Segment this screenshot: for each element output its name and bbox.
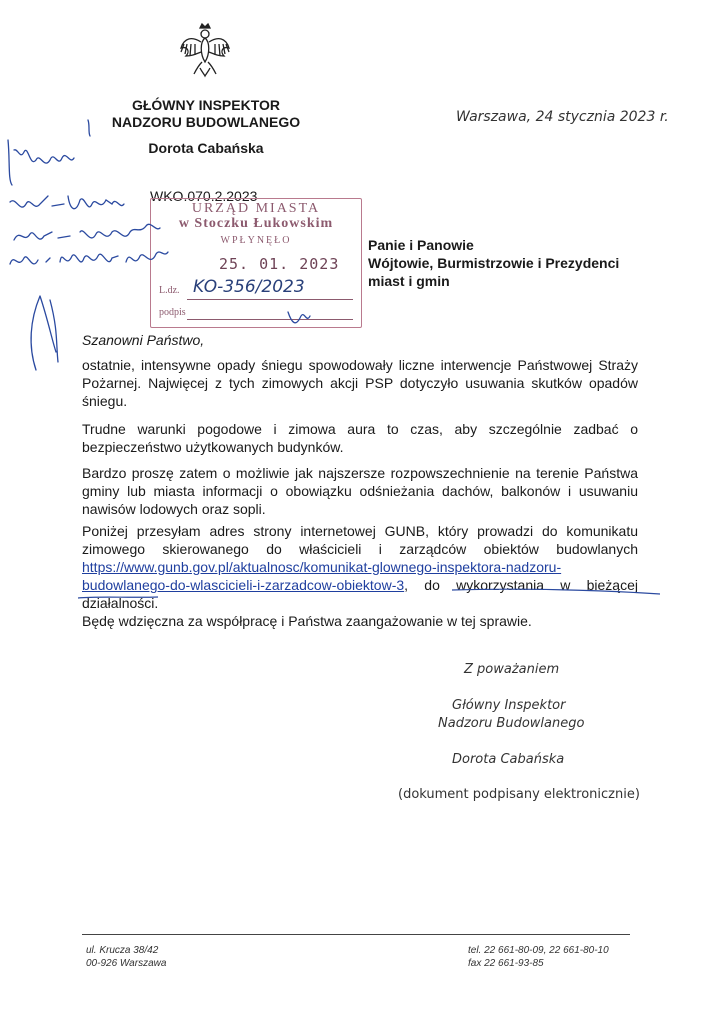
closing-regards: Z poważaniem [464, 662, 560, 677]
footer-fax: fax 22 661-93-85 [468, 958, 544, 969]
footer-address [86, 944, 166, 970]
paragraph-4-text: Poniżej przesyłam adres strony internetowej GUNB, który prowadzi do komunikatu zimowego skierowanego do właścicieli i zarządców obiektów budowlanych [82, 523, 638, 557]
paragraph-3: Bardzo proszę zatem o możliwie jak najszersze rozpowszechnienie na terenie Państwa gminy lub miasta informacji o obowiązku odśnieżania dachów, balkonów i usuwaniu nawisów lodowych oraz sopli. [82, 465, 638, 517]
signature-note: (dokument podpisany elektronicznie) [398, 787, 640, 802]
closing-name: Dorota Cabańska [452, 752, 565, 767]
paragraph-4-tail: , do wykorzystania w bieżącej działalności. [82, 577, 638, 611]
footer-divider [82, 934, 630, 935]
footer-address-line1: ul. Krucza 38/42 [86, 945, 159, 956]
recipients-line1: Panie i Panowie [368, 237, 474, 253]
footer-contact [468, 944, 609, 970]
recipients-line3: miast i gmin [368, 273, 450, 289]
recipients-line2: Wójtowie, Burmistrzowie i Prezydenci [368, 255, 620, 271]
org-name-line2: NADZORU BUDOWLANEGO [111, 114, 301, 130]
paragraph-5: Będę wdzięczna za współpracę i Państwa zaangażowanie w tej sprawie. [82, 613, 532, 629]
stamp-location: w Stoczku Łukowskim [178, 216, 334, 231]
footer-address-line2: 00-926 Warszawa [86, 958, 167, 969]
reference-number: WKO.070.2.2023 [150, 188, 258, 204]
salutation: Szanowni Państwo, [82, 332, 205, 348]
paragraph-1: ostatnie, intensywne opady śniegu spowodowały liczne interwencje Państwowej Straży Pożarnej. Najwięcej z tych zimowych akcji PSP dotyczyło usuwania skutków opadów śniegu. [82, 357, 638, 409]
stamp-podpis-label: podpis [159, 307, 186, 318]
paragraph-2: Trudne warunki pogodowe i zimowa aura to czas, aby szczególnie zadbać o bezpieczeństwo użytkowanych budynków. [82, 421, 638, 455]
org-name-line1: GŁÓWNY INSPEKTOR [131, 97, 281, 113]
stamp-date: 25. 01. 2023 [219, 255, 340, 273]
stamp-ldz-label: L.dz. [159, 285, 180, 296]
stamp-ldz-value: KO-356/2023 [193, 277, 305, 297]
stamp-office: URZĄD MIASTA [191, 201, 321, 216]
closing-title1: Główny Inspektor [452, 698, 566, 713]
footer-phone: tel. 22 661-80-09, 22 661-80-10 [468, 945, 609, 956]
closing-title2: Nadzoru Budowlanego [438, 716, 585, 731]
stamp-received: WPŁYNĘŁO [220, 235, 292, 246]
gunb-link[interactable]: https://www.gunb.gov.pl/aktualnosc/komunikat-glownego-inspektora-nadzoru-budowlanego-do-wlascicieli-i-zarzadcow-obiektow-3 [82, 559, 562, 593]
sender-name: Dorota Cabańska [148, 140, 264, 156]
letter-date: Warszawa, 24 stycznia 2023 r. [456, 109, 669, 125]
